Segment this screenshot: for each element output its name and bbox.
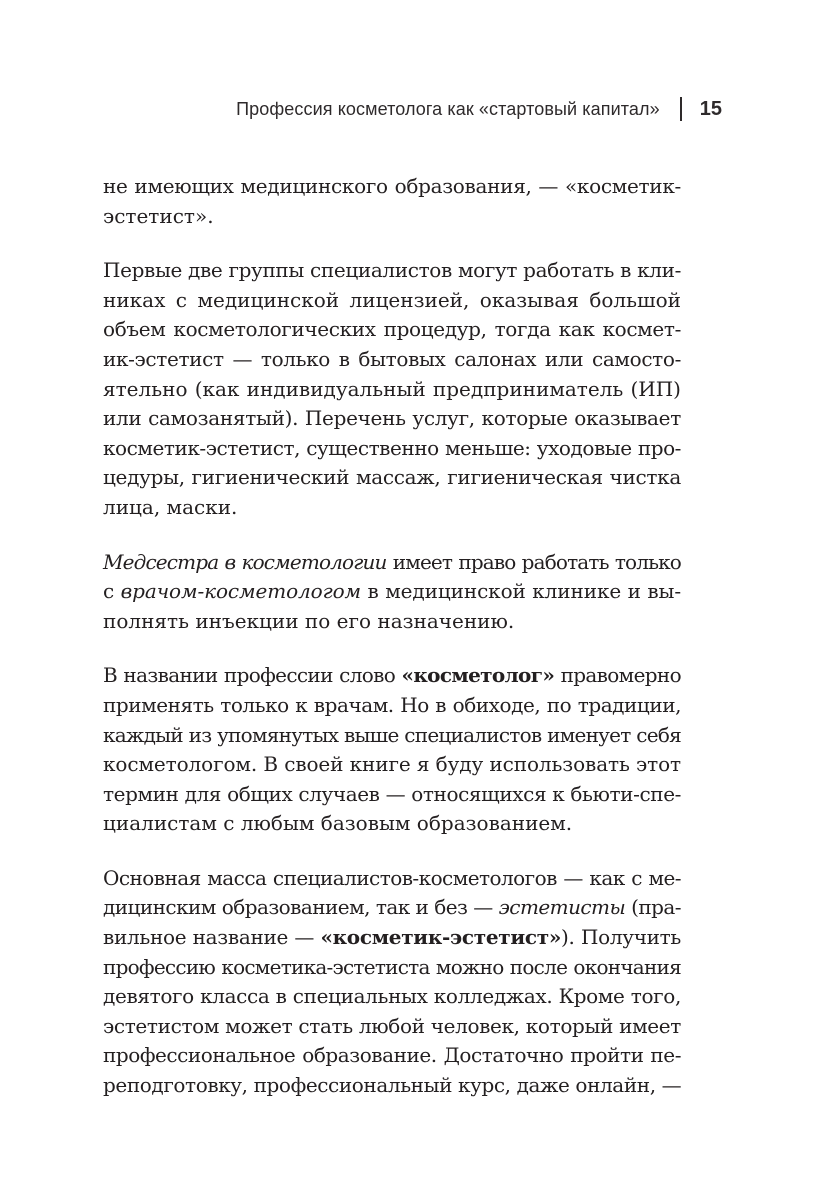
text-run: или самозанятый). Перечень услуг, которые оказывает: [103, 406, 681, 431]
text-line: [103, 202, 681, 232]
text-line: [103, 345, 681, 375]
text-line: [103, 375, 681, 405]
text-run: косметик-эстетист, существенно меньше: уходовые про-: [103, 435, 681, 460]
text-run: эстетистом может стать любой человек, который имеет: [103, 1013, 681, 1038]
text-run: цедуры, гигиенический массаж, гигиеническая чистка: [103, 465, 681, 490]
text-line: [103, 809, 681, 839]
text-run: термин для общих случаев — относящихся к бьюти-спе-: [103, 781, 681, 806]
text-run: каждый из упомянутых выше специалистов именует себя: [103, 722, 681, 747]
bold-term: «косметик-эстетист»: [320, 925, 562, 950]
text-run: с: [103, 579, 121, 604]
text-line: [103, 661, 681, 691]
text-run: в медицинской клинике и вы-: [361, 579, 681, 604]
text-run: ). Получить: [561, 925, 681, 950]
text-run: ятельно (как индивидуальный предприниматель (ИП): [103, 376, 681, 401]
text-run: правомерно: [554, 663, 682, 688]
text-line: [103, 864, 681, 894]
text-line: [103, 315, 681, 345]
paragraph: [103, 256, 681, 522]
text-line: [103, 923, 681, 953]
text-line: [103, 750, 681, 780]
text-line: [103, 404, 681, 434]
text-line: [103, 953, 681, 983]
text-run: полнять инъекции по его назначению.: [103, 608, 515, 633]
text-run: девятого класса в специальных колледжах. Кроме того,: [103, 984, 681, 1009]
paragraph: [103, 548, 681, 637]
text-run: реподготовку, профессиональный курс, даже онлайн, —: [103, 1073, 682, 1098]
text-run: В названии профессии слово: [103, 663, 402, 688]
text-run: никах с медицинской лицензией, оказывая большой: [103, 287, 681, 312]
text-run: объем косметологических процедур, тогда как космет-: [103, 317, 681, 342]
running-title: Профессия косметолога как «стартовый капитал»: [236, 98, 660, 119]
text-line: [103, 256, 681, 286]
header-divider: [680, 97, 682, 121]
text-run: имеет право работать только: [386, 549, 681, 574]
text-line: [103, 434, 681, 464]
text-line: [103, 691, 681, 721]
text-run: Первые две группы специалистов могут работать в кли-: [103, 258, 681, 283]
body-text: [103, 172, 681, 1126]
text-run: циалистам с любым базовым образованием.: [103, 811, 573, 836]
text-run: применять только к врачам. Но в обиходе, по традиции,: [103, 692, 681, 717]
paragraph: [103, 172, 681, 231]
text-line: [103, 780, 681, 810]
text-line: [103, 1041, 681, 1071]
italic-term: Медсестра в косметологии: [103, 549, 387, 574]
paragraph: [103, 864, 681, 1101]
bold-term: «косметолог»: [401, 663, 555, 688]
text-line: [103, 577, 681, 607]
text-line: [103, 172, 681, 202]
text-line: [103, 463, 681, 493]
text-line: [103, 607, 681, 637]
text-line: [103, 493, 681, 523]
text-run: профессиональное образование. Достаточно пройти пе-: [103, 1043, 681, 1068]
text-line: [103, 893, 681, 923]
running-head: [0, 94, 722, 124]
paragraph: [103, 661, 681, 839]
text-line: [103, 548, 681, 578]
text-line: [103, 721, 681, 751]
text-run: профессию косметика-эстетиста можно после окончания: [103, 954, 681, 979]
italic-term: эстетисты: [498, 895, 626, 920]
text-line: [103, 1071, 681, 1101]
text-run: лица, маски.: [103, 494, 238, 519]
page-number: 15: [699, 97, 722, 120]
text-run: косметологом. В своей книге я буду использовать этот: [103, 752, 682, 777]
text-run: ик-эстетист — только в бытовых салонах или самосто-: [103, 346, 681, 371]
text-line: [103, 1012, 681, 1042]
text-run: вильное название —: [103, 925, 321, 950]
text-run: не имеющих медицинского образования, — «косметик-: [103, 174, 681, 198]
text-run: (пра-: [625, 895, 681, 920]
text-line: [103, 982, 681, 1012]
text-run: эстетист».: [103, 203, 214, 228]
italic-term: врачом-косметологом: [120, 579, 362, 604]
text-run: дицинским образованием, так и без —: [103, 895, 499, 920]
text-run: Основная масса специалистов-косметологов — как с ме-: [103, 865, 681, 890]
text-line: [103, 286, 681, 316]
